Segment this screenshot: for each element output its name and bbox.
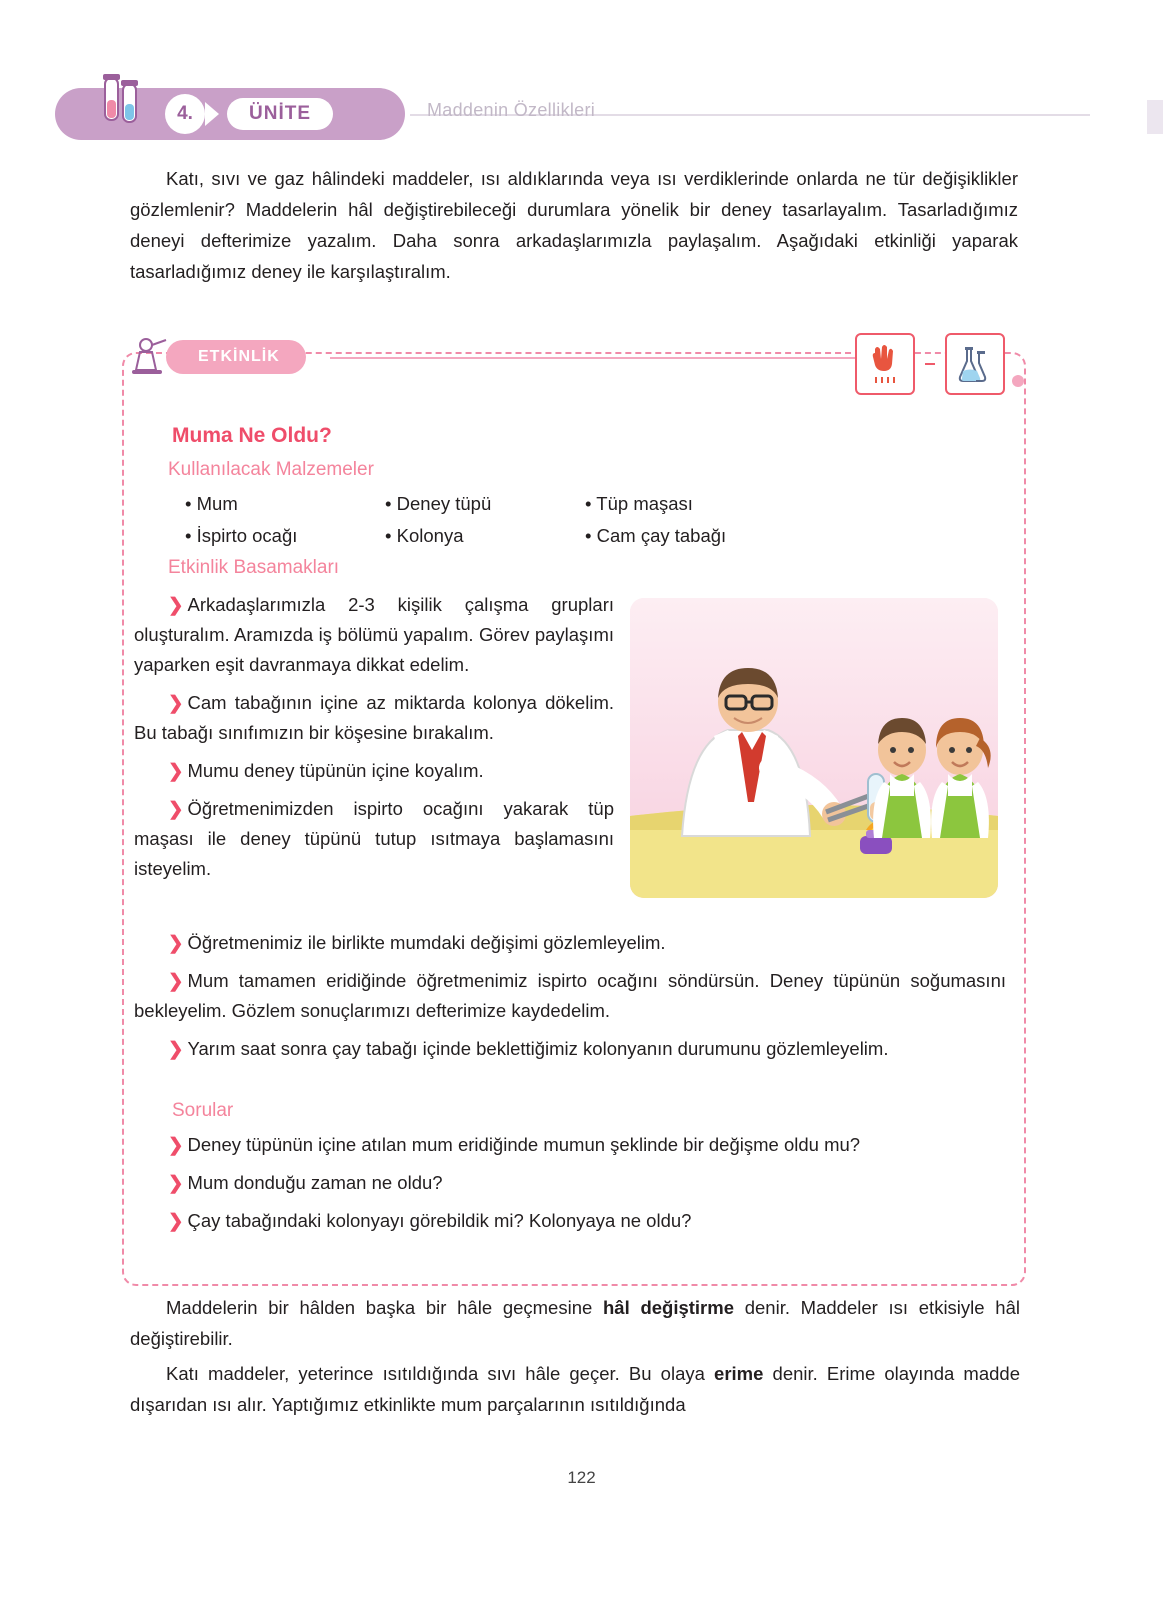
step-item: [134, 688, 614, 748]
materials-row: [185, 520, 825, 552]
questions-heading: Sorular: [172, 1100, 234, 1121]
step-item: [134, 966, 1006, 1026]
intro-paragraph: Katı, sıvı ve gaz hâlindeki maddeler, ısı aldıklarında veya ısı verdiklerinde onlarda ne tür değişiklikler gözlemlenir? Maddelerin hâl değiştirebileceği durumlara yönelik bir deney tasarlayalım. Tasarladığımız deneyi defterimize yazalım. Daha sonra arkadaşlarımızla paylaşalım. Aşağıdaki etkinliği yaparak tasarladığımız deney ile karşılaştıralım.: [130, 168, 1018, 282]
closing-paragraph-2: [130, 1358, 1020, 1420]
closing-p2-after: denir. Erime olayında madde dışarıdan ısı alır. Yaptığımız etkinlikte mum parçalarının ısıtıldığında: [130, 1363, 1020, 1415]
step-text: Öğretmenimizden ispirto ocağını yakarak tüp maşası ile deney tüpünü tutup ısıtmaya başlamasını isteyelim.: [134, 798, 614, 879]
steps-heading: Etkinlik Basamakları: [168, 557, 340, 578]
material-item: • Cam çay tabağı: [585, 520, 800, 552]
step-text: Öğretmenimiz ile birlikte mumdaki değişimi gözlemleyelim.: [187, 932, 666, 953]
unit-arrow-icon: [205, 102, 219, 126]
step-arrow-icon: ❯: [168, 760, 184, 781]
step-arrow-icon: ❯: [168, 798, 184, 819]
material-item: • Kolonya: [385, 520, 585, 552]
closing-paragraphs: [130, 1292, 1020, 1424]
step-text: Mumu deney tüpünün içine koyalım.: [187, 760, 484, 781]
closing-p1-after: denir. Maddeler ısı etkisiyle hâl değiştirebilir.: [130, 1297, 1020, 1349]
material-item: • İspirto ocağı: [185, 520, 385, 552]
step-text: Yarım saat sonra çay tabağı içinde beklettiğimiz kolonyanın durumunu gözlemleyelim.: [187, 1038, 889, 1059]
step-item: [134, 756, 614, 786]
material-item: • Mum: [185, 488, 385, 520]
step-item: [134, 590, 614, 680]
lab-flasks-icon: [945, 333, 1005, 395]
activity-microscope-icon: [130, 336, 176, 378]
step-text: Arkadaşlarımızla 2-3 kişilik çalışma grupları oluşturalım. Aramızda iş bölümü yapalım. Görev paylaşımı yaparken eşit davranmaya dikkat edelim.: [134, 594, 614, 675]
question-item: [134, 1206, 1006, 1236]
question-text: Çay tabağındaki kolonyayı görebildik mi? Kolonyaya ne oldu?: [187, 1210, 692, 1231]
steps-column: [134, 590, 614, 892]
step-arrow-icon: ❯: [168, 970, 184, 991]
icon-separator: [925, 363, 935, 365]
closing-p1-bold: hâl değiştirme: [603, 1297, 734, 1318]
material-item: • Tüp maşası: [585, 488, 800, 520]
unit-title: Maddenin Özellikleri: [427, 100, 596, 120]
question-arrow-icon: ❯: [168, 1172, 184, 1193]
steps-full-width: [134, 928, 1006, 1072]
safety-icon-group: [855, 333, 1015, 395]
question-arrow-icon: ❯: [168, 1134, 184, 1155]
activity-title: Muma Ne Oldu?: [172, 424, 332, 447]
step-arrow-icon: ❯: [168, 932, 184, 953]
step-arrow-icon: ❯: [168, 594, 184, 615]
page-edge-marker: [1147, 100, 1163, 134]
step-text: Cam tabağının içine az miktarda kolonya dökelim. Bu tabağı sınıfımızın bir köşesine bırakalım.: [134, 692, 614, 743]
hot-surface-hand-icon: [855, 333, 915, 395]
closing-p2-before: Katı maddeler, yeterince ısıtıldığında sıvı hâle geçer. Bu olaya: [166, 1363, 715, 1384]
step-item: [134, 1034, 1006, 1064]
step-arrow-icon: ❯: [168, 692, 184, 713]
activity-tab-label: ETKİNLİK: [166, 340, 306, 374]
step-text: Mum tamamen eridiğinde öğretmenimiz ispirto ocağını söndürsün. Deney tüpünün soğumasını bekleyelim. Gözlem sonuçlarımızı defterimize kaydedelim.: [134, 970, 1006, 1021]
step-item: [134, 928, 1006, 958]
activity-tab: [122, 336, 452, 378]
materials-list: [185, 488, 825, 552]
closing-paragraph-1: [130, 1292, 1020, 1354]
step-item: [134, 794, 614, 884]
test-tubes-icon: [97, 74, 151, 132]
question-item: [134, 1130, 1006, 1160]
materials-heading: Kullanılacak Malzemeler: [168, 459, 374, 480]
unit-label: ÜNİTE: [227, 98, 333, 130]
activity-illustration: [630, 598, 998, 898]
step-arrow-icon: ❯: [168, 1038, 184, 1059]
page-number: 122: [567, 1468, 596, 1487]
question-arrow-icon: ❯: [168, 1210, 184, 1231]
question-text: Mum donduğu zaman ne oldu?: [187, 1172, 443, 1193]
material-item: • Deney tüpü: [385, 488, 585, 520]
materials-row: [185, 488, 825, 520]
question-item: [134, 1168, 1006, 1198]
questions-list: [134, 1130, 1006, 1244]
closing-p1-before: Maddelerin bir hâlden başka bir hâle geçmesine: [166, 1297, 603, 1318]
unit-header: [55, 88, 1115, 140]
question-text: Deney tüpünün içine atılan mum eridiğinde mumun şeklinde bir değişme oldu mu?: [187, 1134, 861, 1155]
unit-number: 4.: [165, 94, 205, 134]
closing-p2-bold: erime: [714, 1363, 764, 1384]
